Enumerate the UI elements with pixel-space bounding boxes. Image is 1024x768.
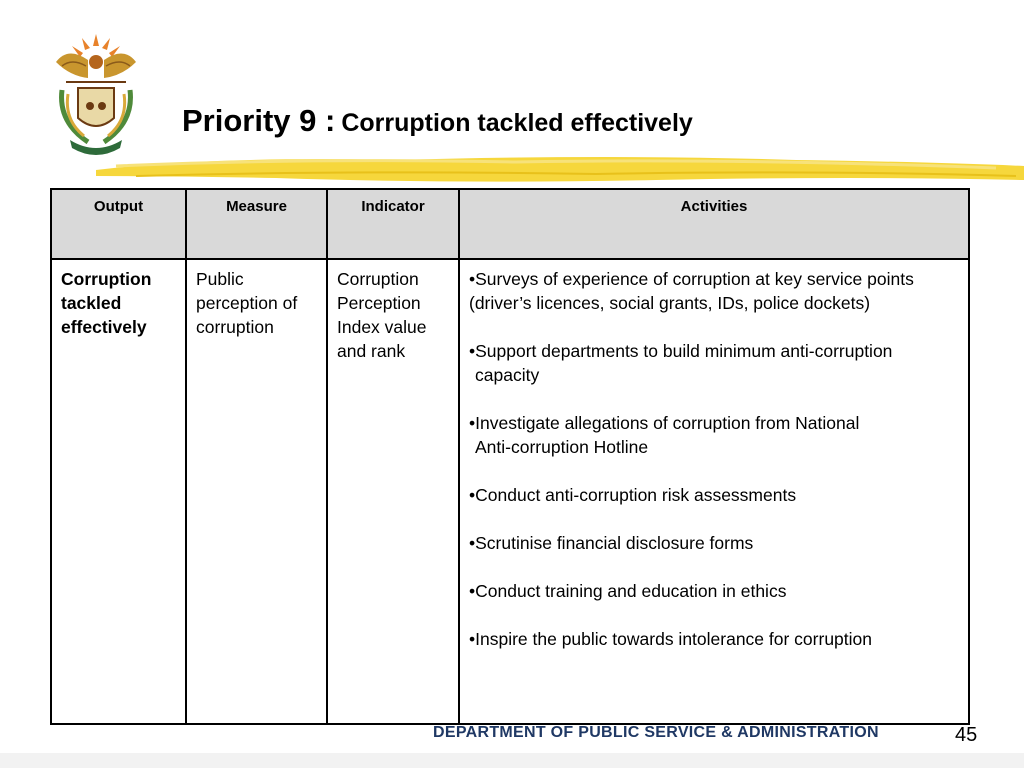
activity-item <box>469 411 960 459</box>
activity-item <box>469 267 960 315</box>
title-subject: Corruption tackled effectively <box>341 109 693 137</box>
table-row <box>51 259 969 724</box>
title-priority: Priority 9 : <box>182 103 336 138</box>
header-output: Output <box>51 189 186 259</box>
activity-item <box>469 627 960 651</box>
activity-continuation: Anti-corruption Hotline <box>475 437 649 457</box>
cell-activities <box>459 259 969 724</box>
bottom-band <box>0 753 1024 768</box>
coat-of-arms-emblem <box>48 32 144 157</box>
cell-output: Corruption tackled effectively <box>51 259 186 724</box>
table-header-row <box>51 189 969 259</box>
page-number: 45 <box>955 724 978 746</box>
activity-continuation: capacity <box>475 365 540 385</box>
activity-item <box>469 339 960 387</box>
header-activities: Activities <box>459 189 969 259</box>
cell-measure: Public perception of corruption <box>186 259 327 724</box>
cell-indicator: Corruption Perception Index value and rank <box>327 259 459 724</box>
header-measure: Measure <box>186 189 327 259</box>
header-indicator: Indicator <box>327 189 459 259</box>
activity-item <box>469 483 960 507</box>
activity-text: •Conduct training and education in ethics <box>469 581 787 601</box>
activity-text: •Surveys of experience of corruption at key service points (driver’s licences, social grants, IDs, police dockets) <box>469 269 914 313</box>
yellow-brush-stroke <box>96 146 1024 188</box>
activity-text: •Investigate allegations of corruption from National <box>469 413 860 433</box>
activity-item <box>469 531 960 555</box>
activity-text: •Support departments to build minimum anti-corruption <box>469 341 893 361</box>
activity-text: •Conduct anti-corruption risk assessments <box>469 485 797 505</box>
slide-title <box>182 103 693 143</box>
priority-table <box>50 188 970 725</box>
activity-item <box>469 579 960 603</box>
footer-department: DEPARTMENT OF PUBLIC SERVICE & ADMINISTRATION <box>433 724 879 741</box>
activity-text: •Inspire the public towards intolerance for corruption <box>469 629 873 649</box>
activity-text: •Scrutinise financial disclosure forms <box>469 533 754 553</box>
